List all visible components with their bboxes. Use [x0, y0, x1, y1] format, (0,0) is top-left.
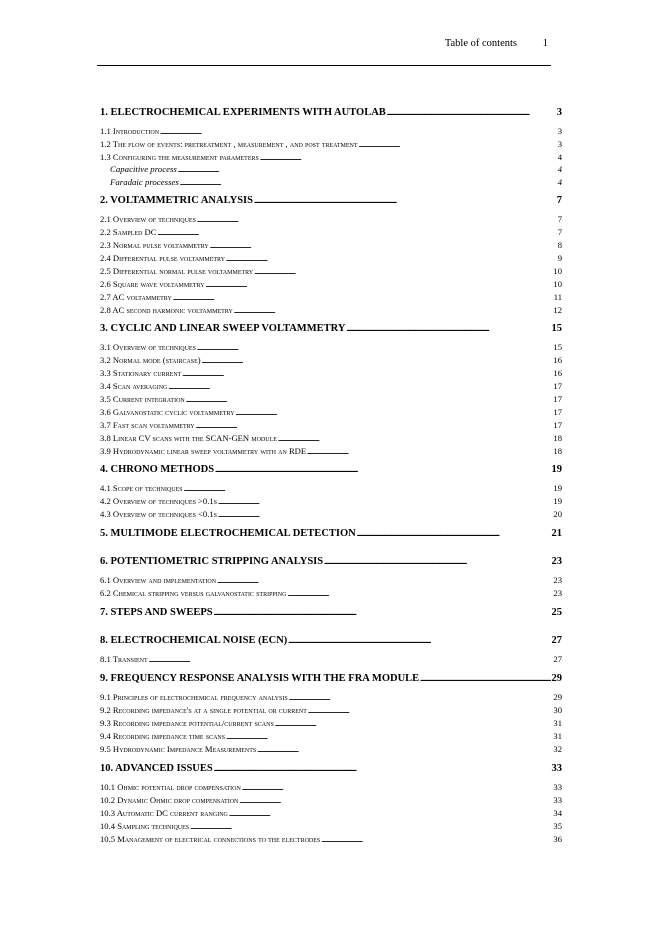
- toc-dot-leader: [182, 369, 552, 379]
- toc-entry-page: 17: [553, 381, 562, 391]
- toc-dot-leader: [289, 693, 553, 703]
- toc-entry-chapter[interactable]: [100, 463, 562, 477]
- toc-entry-page: 17: [553, 420, 562, 430]
- toc-entry-page: 31: [553, 731, 562, 741]
- toc-entry-section[interactable]: [100, 730, 562, 742]
- toc-entry-label: 2.1 Overview of techniques: [100, 214, 196, 224]
- toc-entry-section[interactable]: [100, 291, 562, 303]
- toc-entry-section[interactable]: [100, 151, 562, 163]
- toc-entry-label: 3.7 Fast scan voltammetry: [100, 420, 195, 430]
- toc-entry-section[interactable]: [100, 653, 562, 665]
- toc-entry-label: 4.3 Overview of techniques <0.1s: [100, 509, 217, 519]
- toc-entry-page: 31: [553, 718, 562, 728]
- toc-entry-page: 23: [553, 588, 562, 598]
- toc-entry-section[interactable]: [100, 833, 562, 845]
- toc-entry-section[interactable]: [100, 125, 562, 137]
- toc-dot-leader: [157, 228, 556, 238]
- toc-entry-label: 3.1 Overview of techniques: [100, 342, 196, 352]
- toc-entry-label: 10.4 Sampling techniques: [100, 821, 190, 831]
- toc-entry-page: 17: [553, 394, 562, 404]
- toc-entry-sub[interactable]: [100, 176, 562, 188]
- toc-entry-page: 27: [553, 654, 562, 664]
- toc-entry-page: 4: [557, 177, 562, 187]
- toc-entry-page: 3: [557, 139, 562, 149]
- toc-entry-page: 23: [553, 575, 562, 585]
- toc-dot-leader: [210, 241, 557, 251]
- toc-entry-section[interactable]: [100, 574, 562, 586]
- toc-entry-section[interactable]: [100, 380, 562, 392]
- toc-entry-section[interactable]: [100, 587, 562, 599]
- toc-entry-page: 25: [551, 607, 562, 618]
- toc-entry-section[interactable]: [100, 304, 562, 316]
- toc-entry-label: 8. ELECTROCHEMICAL NOISE (ECN): [100, 635, 288, 646]
- toc-entry-label: 2.2 Sampled DC: [100, 227, 157, 237]
- toc-entry-section[interactable]: [100, 213, 562, 225]
- toc-entry-section[interactable]: [100, 419, 562, 431]
- toc-entry-section[interactable]: [100, 807, 562, 819]
- toc-entry-section[interactable]: [100, 341, 562, 353]
- toc-dot-leader: [206, 280, 553, 290]
- toc-dot-leader: [239, 796, 552, 806]
- toc-dot-leader: [278, 434, 552, 444]
- toc-entry-label: 3.8 Linear CV scans with the SCAN-GEN module: [100, 433, 277, 443]
- toc-entry-page: 7: [557, 227, 562, 237]
- toc-dot-leader: [357, 527, 551, 541]
- toc-entry-label: 3.6 Galvanostatic cyclic voltammetry: [100, 407, 235, 417]
- toc-entry-page: 19: [553, 483, 562, 493]
- toc-entry-label: 3.2 Normal mode (staircase): [100, 355, 201, 365]
- toc-entry-label: 4.2 Overview of techniques >0.1s: [100, 496, 217, 506]
- toc-entry-chapter[interactable]: [100, 527, 562, 541]
- toc-dot-leader: [196, 421, 553, 431]
- toc-entry-section[interactable]: [100, 445, 562, 457]
- toc-dot-leader: [214, 606, 551, 620]
- toc-dot-leader: [180, 178, 557, 188]
- toc-entry-label: 1.1 Introduction: [100, 126, 160, 136]
- toc-entry-page: 19: [551, 464, 562, 475]
- toc-dot-leader: [288, 634, 550, 648]
- toc-entry-section[interactable]: [100, 406, 562, 418]
- toc-dot-leader: [197, 343, 552, 353]
- toc-entry-label: 9. FREQUENCY RESPONSE ANALYSIS WITH THE FRA MODULE: [100, 673, 420, 684]
- toc-dot-leader: [260, 153, 557, 163]
- toc-dot-leader: [229, 809, 553, 819]
- toc-entry-page: 21: [551, 528, 562, 539]
- toc-entry-page: 36: [553, 834, 562, 844]
- toc-entry-label: 3.9 Hydrodynamic linear sweep voltammetry with an RDE: [100, 446, 307, 456]
- toc-entry-page: 23: [551, 556, 562, 567]
- toc-entry-label: 2.8 AC second harmonic voltammetry: [100, 305, 233, 315]
- toc-entry-label: 6.1 Overview and implementation: [100, 575, 217, 585]
- toc-entry-page: 4: [557, 152, 562, 162]
- header-title: Table of contents: [444, 38, 517, 49]
- toc-entry-section[interactable]: [100, 794, 562, 806]
- toc-entry-page: 12: [553, 305, 562, 315]
- toc-entry-page: 8: [557, 240, 562, 250]
- toc-dot-leader: [168, 382, 552, 392]
- toc-entry-section[interactable]: [100, 278, 562, 290]
- toc-entry-page: 7: [557, 214, 562, 224]
- toc-dot-leader: [242, 783, 553, 793]
- toc-dot-leader: [184, 484, 553, 494]
- toc-entry-label: 9.5 Hydrodynamic Impedance Measurements: [100, 744, 257, 754]
- toc-entry-page: 33: [551, 763, 562, 774]
- toc-entry-page: 20: [553, 509, 562, 519]
- toc-dot-leader: [202, 356, 553, 366]
- toc-entry-label: 9.4 Recording impedance time scans: [100, 731, 226, 741]
- toc-entry-section[interactable]: [100, 239, 562, 251]
- toc-entry-section[interactable]: [100, 482, 562, 494]
- toc-entry-label: 10.2 Dynamic Ohmic drop compensation: [100, 795, 239, 805]
- toc-dot-leader: [217, 576, 552, 586]
- toc-entry-chapter[interactable]: [100, 322, 562, 336]
- toc-dot-leader: [236, 408, 553, 418]
- toc-dot-leader: [218, 497, 552, 507]
- toc-entry-section[interactable]: [100, 704, 562, 716]
- toc-dot-leader: [308, 706, 553, 716]
- toc-entry-chapter[interactable]: [100, 634, 562, 648]
- toc-entry-page: 3: [556, 107, 562, 118]
- toc-entry-chapter[interactable]: [100, 555, 562, 569]
- toc-dot-leader: [215, 463, 550, 477]
- toc-entry-label: 10.1 Ohmic potential drop compensation: [100, 782, 241, 792]
- toc-entry-page: 34: [553, 808, 562, 818]
- toc-dot-leader: [234, 306, 553, 316]
- toc-entry-label: 9.1 Principles of electrochemical frequency analysis: [100, 692, 288, 702]
- toc-entry-label: 1. ELECTROCHEMICAL EXPERIMENTS WITH AUTOLAB: [100, 107, 386, 118]
- toc-dot-leader: [324, 555, 550, 569]
- toc-dot-leader: [321, 835, 552, 845]
- toc-entry-page: 4: [557, 164, 562, 174]
- toc-entry-label: Faradaic processes: [110, 177, 179, 187]
- toc-entry-label: 2.3 Normal pulse voltammetry: [100, 240, 209, 250]
- toc-entry-chapter[interactable]: [100, 106, 562, 120]
- toc-dot-leader: [190, 822, 552, 832]
- toc-dot-leader: [218, 510, 552, 520]
- toc-dot-leader: [359, 140, 557, 150]
- toc-entry-label: 9.3 Recording impedance potential/current scans: [100, 718, 274, 728]
- toc-entry-page: 15: [551, 323, 562, 334]
- toc-entry-section[interactable]: [100, 354, 562, 366]
- toc-entry-page: 7: [556, 195, 562, 206]
- toc-entry-page: 35: [553, 821, 562, 831]
- toc-entry-label: 8.1 Transient: [100, 654, 148, 664]
- toc-entry-label: 1.2 The flow of events: pretreatment , measurement , and post treatment: [100, 139, 358, 149]
- toc-dot-leader: [275, 719, 553, 729]
- toc-entry-page: 27: [551, 635, 562, 646]
- toc-entry-label: 7. STEPS AND SWEEPS: [100, 607, 213, 618]
- toc-entry-section[interactable]: [100, 393, 562, 405]
- toc-entry-section[interactable]: [100, 781, 562, 793]
- toc-entry-label: 3.4 Scan averaging: [100, 381, 168, 391]
- toc-dot-leader: [197, 215, 557, 225]
- toc-dot-leader: [178, 165, 557, 175]
- toc-entry-label: 2.6 Square wave voltammetry: [100, 279, 205, 289]
- toc-entry-label: 6.2 Chemical stripping versus galvanostatic stripping: [100, 588, 287, 598]
- toc-entry-chapter[interactable]: [100, 606, 562, 620]
- toc-entry-chapter[interactable]: [100, 672, 562, 686]
- toc-dot-leader: [226, 254, 557, 264]
- toc-entry-page: 32: [553, 744, 562, 754]
- toc-entry-section[interactable]: [100, 252, 562, 264]
- toc-entry-chapter[interactable]: [100, 194, 562, 208]
- toc-entry-chapter[interactable]: [100, 762, 562, 776]
- toc-entry-label: 2. VOLTAMMETRIC ANALYSIS: [100, 195, 253, 206]
- toc-dot-leader: [387, 106, 556, 120]
- toc-entry-label: 9.2 Recording impedance's at a single potential or current: [100, 705, 307, 715]
- toc-dot-leader: [149, 655, 553, 665]
- toc-entry-page: 18: [553, 446, 562, 456]
- toc-entry-page: 3: [557, 126, 562, 136]
- toc-dot-leader: [254, 194, 556, 208]
- toc-entry-sub[interactable]: [100, 163, 562, 175]
- toc-entry-page: 10: [553, 279, 562, 289]
- toc-entry-page: 29: [551, 673, 562, 684]
- toc-entry-page: 16: [553, 368, 562, 378]
- toc-entry-label: Capacitive process: [110, 164, 177, 174]
- toc-entry-page: 9: [557, 253, 562, 263]
- toc-entry-label: 5. MULTIMODE ELECTROCHEMICAL DETECTION: [100, 528, 356, 539]
- toc-entry-label: 10.5 Management of electrical connections to the electrodes: [100, 834, 321, 844]
- toc-dot-leader: [214, 762, 551, 776]
- toc-entry-page: 30: [553, 705, 562, 715]
- toc-entry-label: 2.5 Differential normal pulse voltammetry: [100, 266, 254, 276]
- toc-entry-section[interactable]: [100, 226, 562, 238]
- toc-dot-leader: [420, 672, 550, 686]
- toc-entry-label: 6. POTENTIOMETRIC STRIPPING ANALYSIS: [100, 556, 324, 567]
- toc-entry-section[interactable]: [100, 820, 562, 832]
- toc-entry-section[interactable]: [100, 265, 562, 277]
- toc-entry-label: 2.4 Differential pulse voltammetry: [100, 253, 226, 263]
- page-header: [97, 38, 551, 52]
- toc-dot-leader: [226, 732, 552, 742]
- header-page-number: 1: [542, 38, 548, 49]
- toc-entry-section[interactable]: [100, 432, 562, 444]
- toc-entry-label: 2.7 AC voltammetry: [100, 292, 172, 302]
- toc-entry-page: 19: [553, 496, 562, 506]
- toc-entry-page: 29: [553, 692, 562, 702]
- toc-entry-label: 10.3 Automatic DC current ranging: [100, 808, 228, 818]
- toc-entry-page: 18: [553, 433, 562, 443]
- toc-dot-leader: [160, 127, 557, 137]
- toc-entry-page: 15: [553, 342, 562, 352]
- toc-dot-leader: [346, 322, 550, 336]
- toc-dot-leader: [307, 447, 552, 457]
- toc-entry-section[interactable]: [100, 691, 562, 703]
- toc-entry-section[interactable]: [100, 717, 562, 729]
- toc-entry-page: 10: [553, 266, 562, 276]
- toc-entry-page: 33: [553, 782, 562, 792]
- header-divider: [97, 65, 551, 66]
- toc-entry-page: 33: [553, 795, 562, 805]
- toc-entry-label: 3. CYCLIC AND LINEAR SWEEP VOLTAMMETRY: [100, 323, 346, 334]
- toc-entry-section[interactable]: [100, 367, 562, 379]
- toc-entry-page: 11: [553, 292, 562, 302]
- toc-dot-leader: [173, 293, 553, 303]
- toc-dot-leader: [287, 589, 552, 599]
- toc-dot-leader: [186, 395, 553, 405]
- toc-entry-section[interactable]: [100, 508, 562, 520]
- toc-entry-section[interactable]: [100, 743, 562, 755]
- toc-entry-label: 4. CHRONO METHODS: [100, 464, 215, 475]
- toc-dot-leader: [257, 745, 552, 755]
- toc-entry-page: 17: [553, 407, 562, 417]
- toc-entry-section[interactable]: [100, 138, 562, 150]
- toc-entry-label: 4.1 Scope of techniques: [100, 483, 183, 493]
- toc-entry-label: 3.5 Current integration: [100, 394, 185, 404]
- toc-entry-page: 16: [553, 355, 562, 365]
- toc-entry-label: 10. ADVANCED ISSUES: [100, 763, 213, 774]
- toc-entry-label: 3.3 Stationary current: [100, 368, 182, 378]
- toc-dot-leader: [254, 267, 552, 277]
- toc-entry-section[interactable]: [100, 495, 562, 507]
- toc-entry-label: 1.3 Configuring the measurement parameters: [100, 152, 259, 162]
